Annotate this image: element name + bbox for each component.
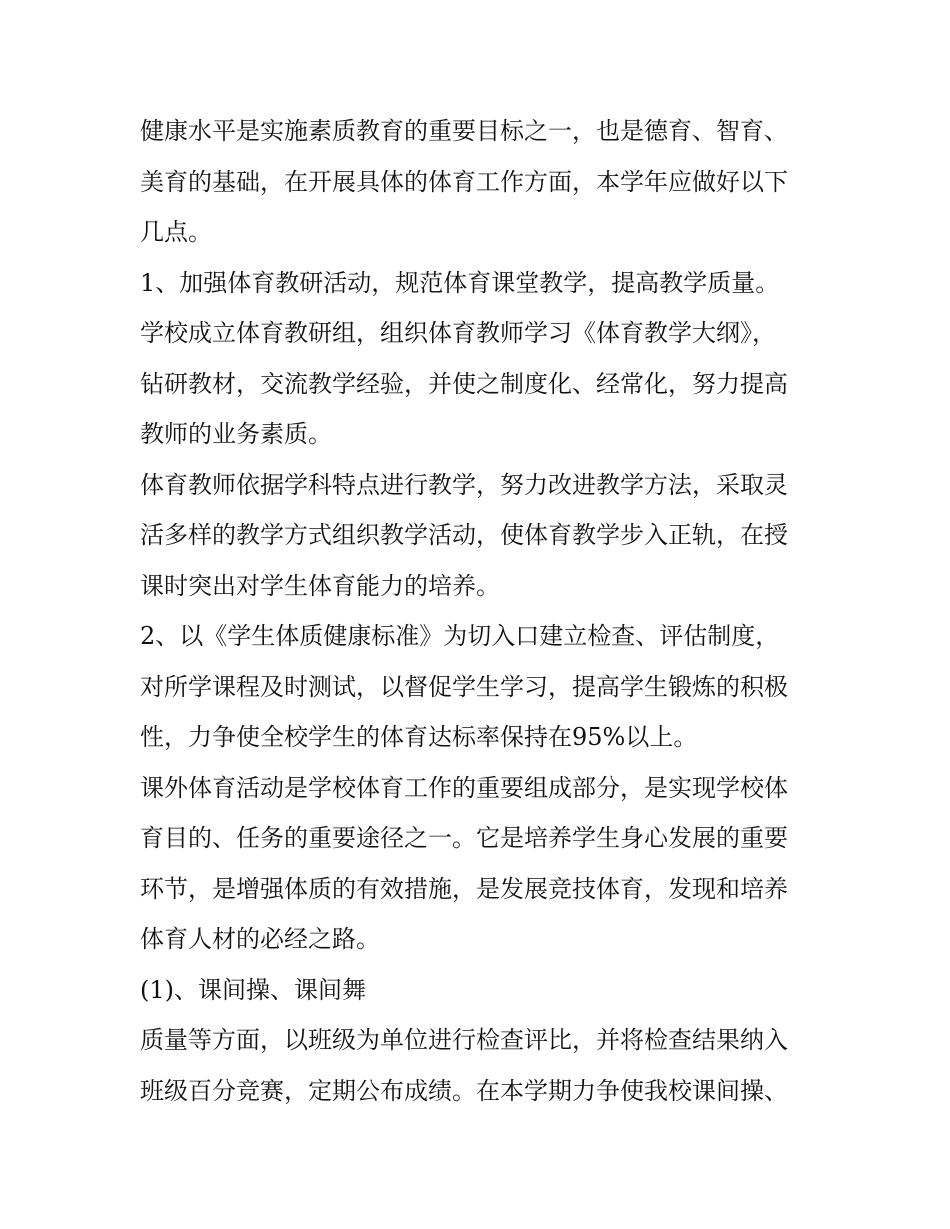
text-line: 环节，是增强体质的有效措施，是发展竞技体育，发现和培养 xyxy=(140,874,788,903)
text-line: 体育人材的必经之路。 xyxy=(140,925,380,953)
text-line: 钻研教材，交流教学经验，并使之制度化、经常化，努力提高 xyxy=(140,369,788,398)
text-line: 课外体育活动是学校体育工作的重要组成部分，是实现学校体 xyxy=(140,773,788,802)
text-line: (1)、课间操、课间舞 xyxy=(140,975,366,1004)
text-line: 健康水平是实施素质教育的重要目标之一，也是德育、智育、 xyxy=(140,117,788,145)
text-line: 质量等方面，以班级为单位进行检查评比，并将检查结果纳入 xyxy=(140,1026,788,1054)
text-line: 课时突出对学生体育能力的培养。 xyxy=(140,571,500,600)
document-body xyxy=(140,106,820,1116)
text-line: 学校成立体育教研组，组织体育教师学习《体育教学大纲》， xyxy=(140,319,776,347)
text-line: 1、加强体育教研活动，规范体育课堂教学，提高教学质量。 xyxy=(140,268,780,297)
text-line: 性，力争使全校学生的体育达标率保持在95%以上。 xyxy=(140,723,698,751)
text-line: 美育的基础，在开展具体的体育工作方面，本学年应做好以下 xyxy=(140,167,788,196)
text-line: 活多样的教学方式组织教学活动，使体育教学步入正轨，在授 xyxy=(140,521,788,549)
text-line: 班级百分竞赛，定期公布成绩。在本学期力争使我校课间操、 xyxy=(140,1076,788,1105)
text-line: 2、以《学生体质健康标准》为切入口建立检查、评估制度， xyxy=(140,622,780,650)
text-line: 体育教师依据学科特点进行教学，努力改进教学方法，采取灵 xyxy=(140,470,788,499)
text-line: 教师的业务素质。 xyxy=(140,420,332,448)
text-line: 几点。 xyxy=(140,218,212,246)
text-line: 对所学课程及时测试，以督促学生学习，提高学生锻炼的积极 xyxy=(140,672,788,701)
text-line: 育目的、任务的重要途径之一。它是培养学生身心发展的重要 xyxy=(140,824,788,852)
